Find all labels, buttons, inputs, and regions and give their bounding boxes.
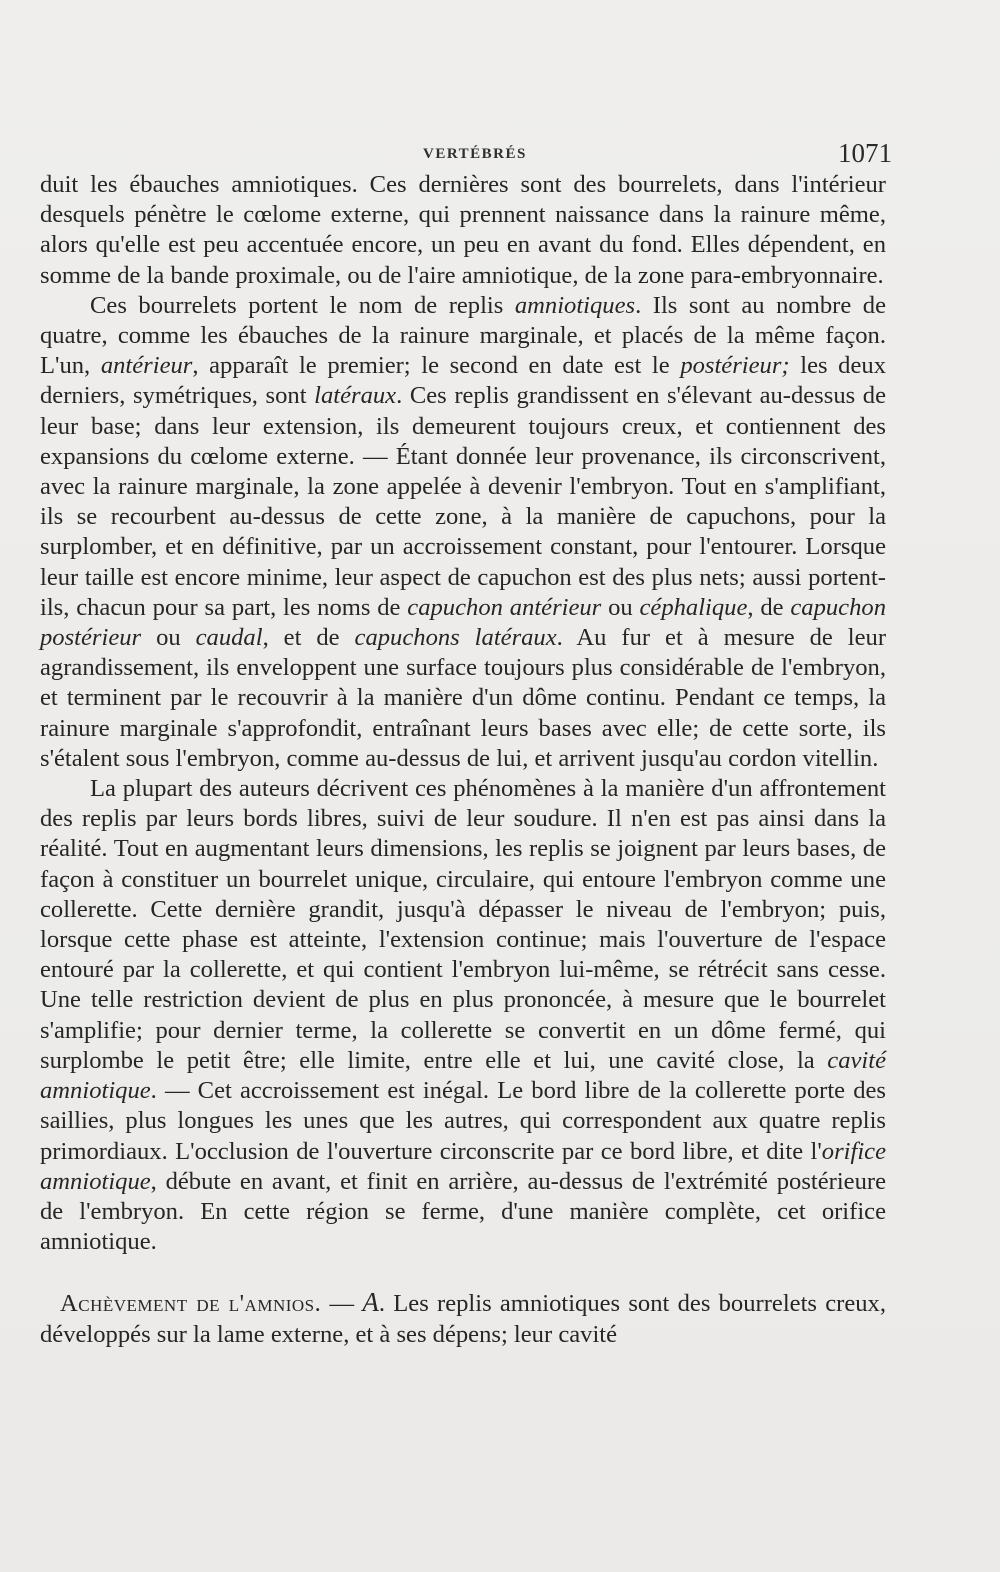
text-run: Ces bourrelets portent le nom de replis [90, 291, 515, 319]
italic-term: capuchons latéraux [354, 624, 557, 652]
text-run: , débute en avant, et finit en arrière, au-dessus de l'extrémité postérieure de l'embryon. En cette région se ferme, d'une manière complète, cet orifice amniotique. [40, 1167, 886, 1256]
italic-term: capuchon postérieur [40, 593, 886, 652]
italic-term: latéraux [314, 382, 397, 410]
text-run: , de [747, 593, 791, 621]
italic-term: céphalique [639, 593, 748, 621]
page-number: 1071 [838, 138, 892, 168]
paragraph-3 [40, 774, 886, 1257]
italic-term: capuchon antérieur [407, 593, 602, 621]
paragraph-2 [40, 291, 886, 774]
italic-term: caudal [195, 624, 263, 652]
italic-term: orifice amniotique [40, 1137, 886, 1195]
text-run: La plupart des auteurs décrivent ces phénomènes à la manière d'un affrontement des replis par leurs bords libres, suivi de leur soudure. Il n'en est pas ainsi dans la réalité. Tout en augmentant leurs dimensions, les replis se joignent par leurs bases, de façon à constituer un bourrelet unique, circulaire, qui entoure l'embryon comme une collerette. Cette dernière grandit, jusqu'à dépasser le niveau de l'embryon; puis, lorsque cette phase est atteinte, l'extension continue; mais l'ouverture de l'espace entouré par la collerette, et qui contient l'embryon lui-même, se rétrécit sans cesse. Une telle restriction devient de plus en plus prononcée, à mesure que le bourrelet s'amplifie; pour dernier terme, la collerette se convertit en un dôme fermé, qui surplombe le petit être; elle limite, entre elle et lui, une cavité close, la [40, 775, 886, 1074]
text-run: les deux derniers, symétriques, sont [40, 352, 886, 410]
italic-term: amniotiques [514, 291, 636, 319]
text-run: ou [141, 624, 196, 652]
italic-term: cavité amniotique [40, 1046, 886, 1105]
paragraph-1: duit les ébauches amniotiques. Ces dernières sont des bourrelets, dans l'intérieur desquels pénètre le cœlome externe, qui prennent naissance dans la rainure même, alors qu'elle est peu accentuée encore, un peu en avant du fond. Elles dépendent, en somme de la bande proximale, ou de l'aire amniotique, de la zone para-embryonnaire. [40, 171, 886, 289]
text-run: . Ces replis grandissent en s'élevant au-dessus de leur base; dans leur extension, ils demeurent toujours creux, et contiennent des expansions du cœlome externe. — Étant donnée leur provenance, ils circonscrivent, avec la rainure marginale, la zone appelée à devenir l'embryon. Tout en s'amplifiant, ils se recourbent au-dessus de cette zone, à la manière de capuchons, pour la surplomber, et en définitive, par un accroissement constant, pour l'entourer. Lorsque leur taille est encore minime, leur aspect de capuchon est des plus nets; aussi portent-ils, chacun pour sa part, les noms de [40, 382, 886, 621]
text-run: . Ils sont au nombre de quatre, comme les ébauches de la rainure marginale, et placés de la même façon. L'un, [40, 291, 886, 380]
text-run: — [321, 1290, 363, 1318]
italic-term: antérieur [100, 352, 193, 380]
paragraph-4 [40, 1287, 886, 1349]
text-run: , et de [262, 624, 355, 652]
running-title: VERTÉBRÉS [423, 146, 527, 162]
text-run: ou [601, 593, 640, 621]
text-run: , apparaît le premier; le second en date est le [192, 352, 681, 380]
italic-term: postérieur; [680, 352, 790, 380]
page-body [40, 170, 886, 1350]
text-run: . — Cet accroissement est inégal. Le bord libre de la collerette porte des saillies, plus longues les unes que les autres, qui correspondent aux quatre replis primordiaux. L'occlusion de l'ouverture circonscrite par ce bord libre, et dite l' [40, 1077, 886, 1165]
text-run: . Les replis amniotiques sont des bourrelets creux, développés sur la lame externe, et à ses dépens; leur cavité [40, 1290, 886, 1348]
section-letter: A [362, 1287, 379, 1318]
text-run: . Au fur et à mesure de leur agrandissement, ils enveloppent une surface toujours plus considérable de l'embryon, et terminent par le recouvrir à la manière d'un dôme continu. Pendant ce temps, la rainure marginale s'approfondit, entraînant leurs bases avec elle; de cette sorte, ils s'étalent sous l'embryon, comme au-dessus de lui, et arrivent jusqu'au cordon vitellin. [40, 624, 887, 772]
section-heading: Achèvement de l'amnios. [60, 1290, 322, 1318]
